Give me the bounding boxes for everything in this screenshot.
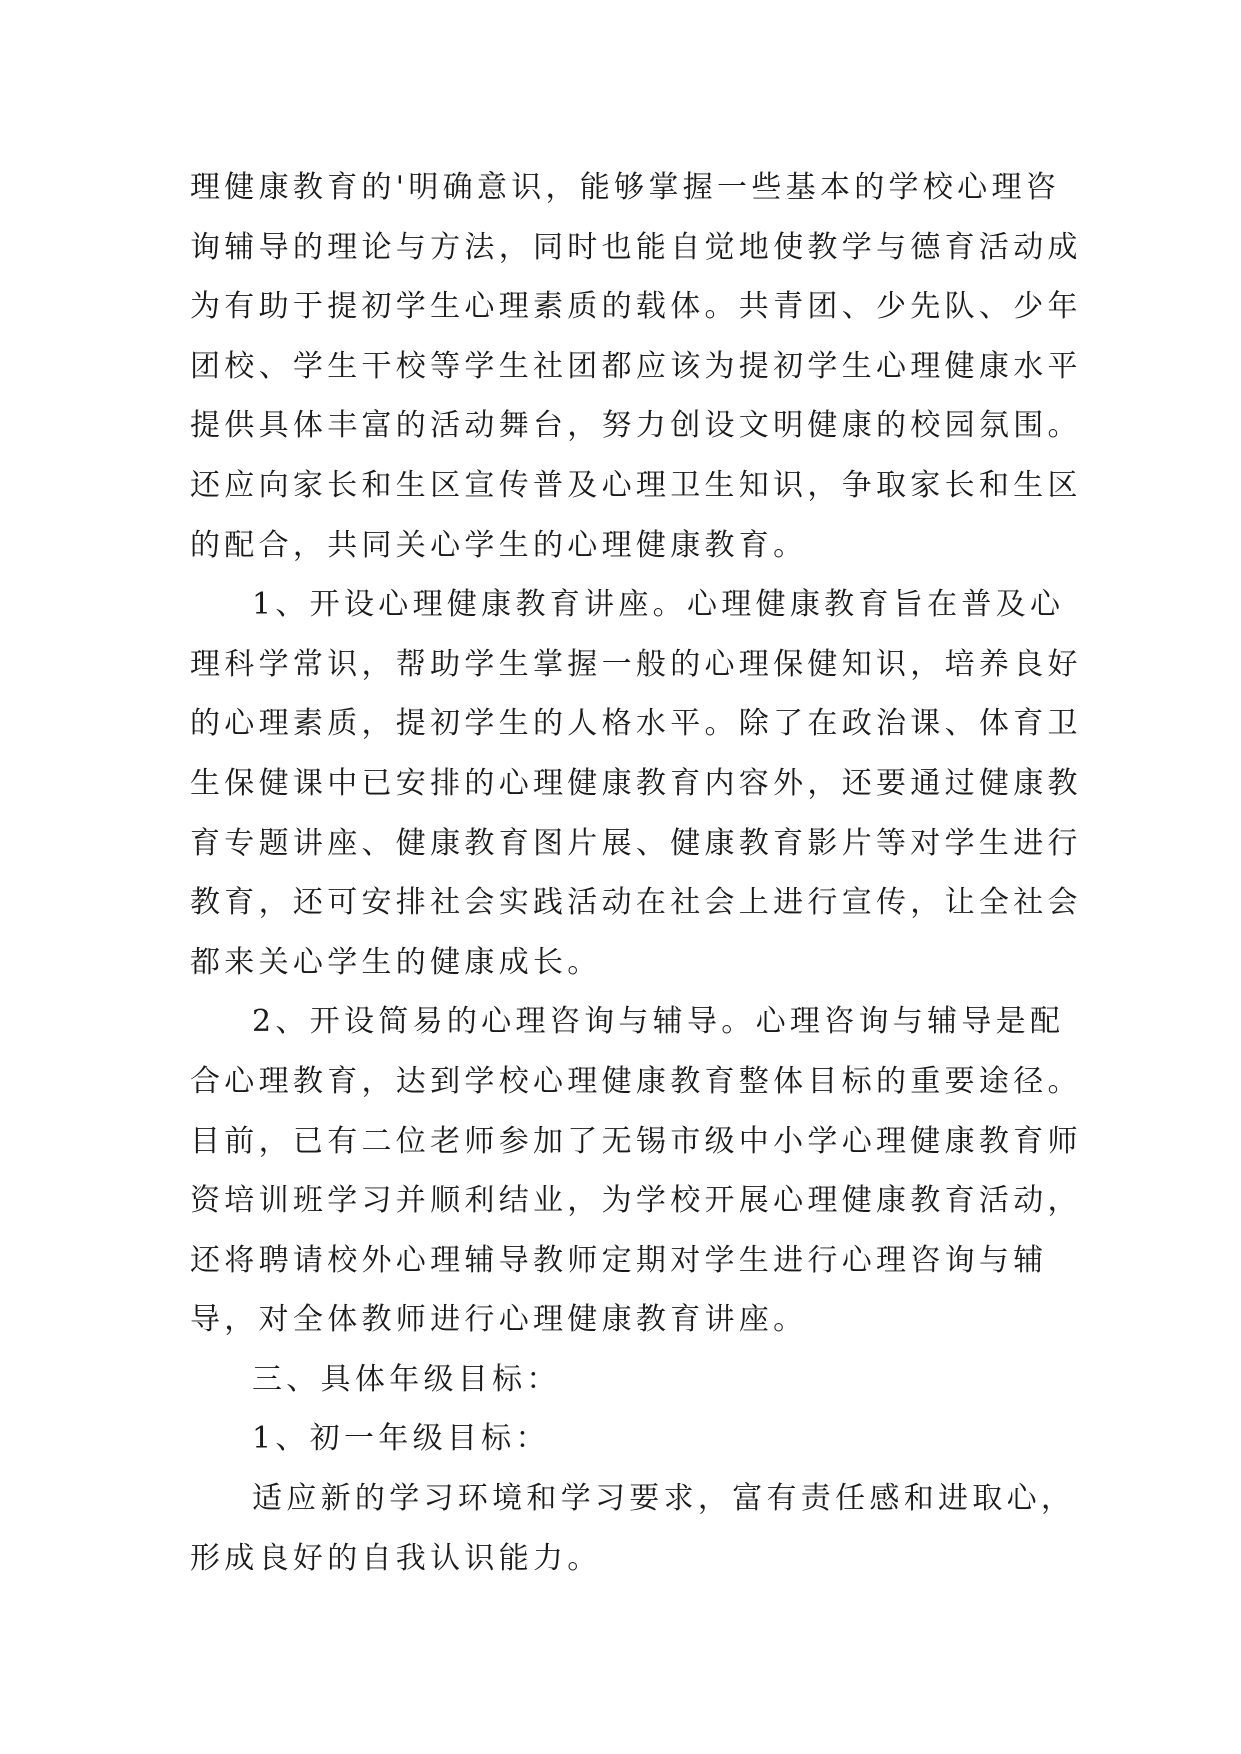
text-line: 还将聘请校外心理辅导教师定期对学生进行心理咨询与辅: [190, 1242, 1048, 1278]
text-line: 形成良好的自我认识能力。: [190, 1540, 602, 1576]
section-heading: 三、具体年级目标：: [252, 1361, 561, 1397]
text-line: 提供具体丰富的活动舞台，努力创设文明健康的校园氛围。: [190, 408, 1082, 444]
text-line: 询辅导的理论与方法，同时也能自觉地使教学与德育活动成: [190, 229, 1082, 265]
text-line: 的心理素质，提初学生的人格水平。除了在政治课、体育卫: [190, 706, 1082, 742]
paragraph-3-first-line: 适应新的学习环境和学习要求，富有责任感和进取心，: [252, 1481, 1076, 1517]
document-body: [190, 158, 1082, 1588]
paragraph-2-first-line: 2、开设简易的心理咨询与辅导。心理咨询与辅导是配: [252, 1004, 1065, 1040]
text-line: 都来关心学生的健康成长。: [190, 944, 602, 980]
text-line: 导，对全体教师进行心理健康教育讲座。: [190, 1302, 808, 1338]
text-line: 理健康教育的'明确意识，能够掌握一些基本的学校心理咨: [190, 170, 1061, 205]
text-line: 教育，还可安排社会实践活动在社会上进行宣传，让全社会: [190, 885, 1082, 921]
text-line: 团校、学生干校等学生社团都应该为提初学生心理健康水平: [190, 348, 1082, 384]
text-line: 资培训班学习并顺利结业，为学校开展心理健康教育活动，: [190, 1183, 1082, 1219]
text-line: 生保健课中已安排的心理健康教育内容外，还要通过健康教: [190, 765, 1082, 801]
subsection-heading: 1、初一年级目标：: [252, 1421, 550, 1457]
text-line: 的配合，共同关心学生的心理健康教育。: [190, 527, 808, 563]
text-line: 还应向家长和生区宣传普及心理卫生知识，争取家长和生区: [190, 467, 1082, 503]
text-line: 育专题讲座、健康教育图片展、健康教育影片等对学生进行: [190, 825, 1082, 861]
text-line: 目前，已有二位老师参加了无锡市级中小学心理健康教育师: [190, 1123, 1082, 1159]
paragraph-1-first-line: 1、开设心理健康教育讲座。心理健康教育旨在普及心: [252, 587, 1065, 623]
text-line: 理科学常识，帮助学生掌握一般的心理保健知识，培养良好: [190, 646, 1082, 682]
text-line: 为有助于提初学生心理素质的载体。共青团、少先队、少年: [190, 289, 1082, 325]
text-line: 合心理教育，达到学校心理健康教育整体目标的重要途径。: [190, 1063, 1082, 1099]
